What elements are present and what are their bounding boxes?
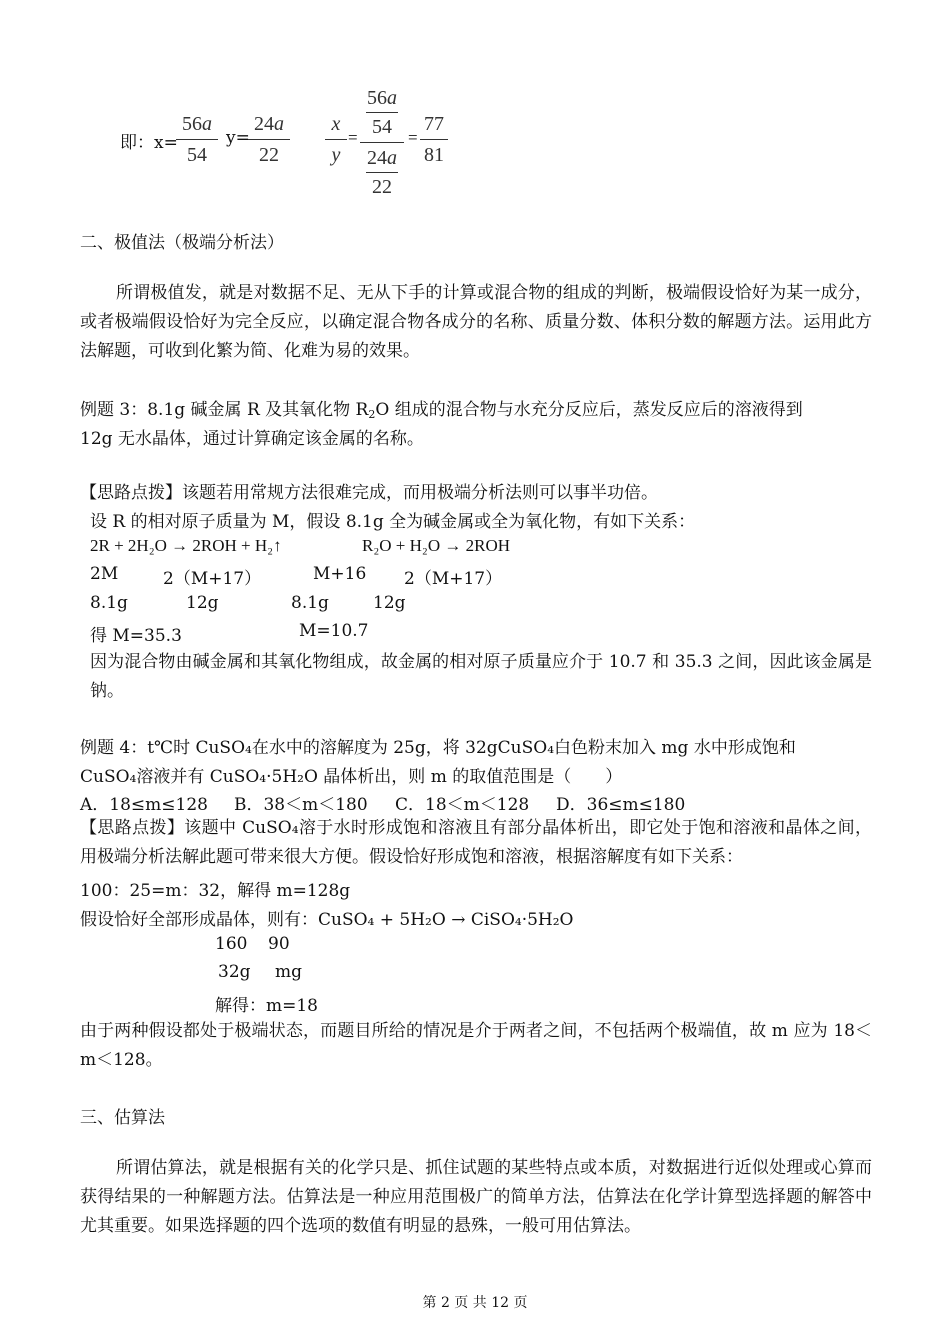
- calc-mg: mg: [275, 962, 303, 982]
- option-a: A．18≤m≤128: [80, 795, 208, 815]
- fraction-y: [248, 112, 290, 167]
- fraction-x-over-y: [325, 112, 347, 167]
- relation-r1c2: 2（M+17）: [163, 569, 262, 589]
- compound-top-bar: [366, 112, 398, 113]
- section-3-heading: 三、估算法: [80, 1108, 165, 1128]
- x-numerator: 56a: [182, 113, 212, 135]
- fraction-x: [176, 112, 218, 167]
- relation-r1c1: 2M: [90, 564, 119, 584]
- section-2-intro: 所谓极值发，就是对数据不足、无从下手的计算或混合物的组成的判断，极端假设恰好为某一成分，或者极端假设恰好为完全反应，以确定混合物各成分的名称、质量分数、体积分数的解题方法。运用此方法解题，可收到化繁为简、化难为易的效果。: [80, 283, 872, 361]
- calc-solve: 解得：m=18: [215, 996, 318, 1016]
- compound-bottom-numerator: 24a: [367, 147, 397, 169]
- section-2-heading: 二、极值法（极端分析法）: [80, 233, 284, 253]
- variable-a: a: [387, 87, 397, 109]
- fraction-result: [420, 112, 448, 167]
- page-footer: 第 2 页 共 12 页: [422, 1295, 528, 1311]
- calc-90: 90: [268, 934, 290, 954]
- xy-denominator: y: [331, 144, 341, 166]
- calc-160: 160: [215, 934, 248, 954]
- hint-text: 该题若用常规方法很难完成，而用极端分析法则可以事半功倍。: [182, 483, 658, 503]
- y-label: y=: [226, 128, 250, 148]
- example-4-conclusion: 由于两种假设都处于极端状态，而题目所给的情况是介于两者之间，不包括两个极端值，故 m 应为 18＜m＜128。: [80, 1021, 872, 1070]
- x-denominator: 54: [187, 144, 207, 166]
- option-b: B．38＜m＜180: [234, 795, 368, 815]
- example-3-line-2: 12g 无水晶体，通过计算确定该金属的名称。: [80, 429, 424, 449]
- compound-bottom-bar: [366, 172, 398, 173]
- variable-a: a: [202, 113, 212, 135]
- relation-r2c3: 8.1g: [291, 593, 329, 613]
- compound-top-denominator: 54: [372, 116, 392, 138]
- option-d: D．36≤m≤180: [556, 795, 686, 815]
- equals-sign-1: =: [348, 128, 358, 147]
- equation-1: 2R + 2H₂O → 2ROH + H₂↑: [90, 536, 282, 555]
- compound-bottom-denominator: 22: [372, 176, 392, 198]
- relation-r2c4: 12g: [373, 593, 406, 613]
- relation-r2c2: 12g: [186, 593, 219, 613]
- example-3-conclusion: 因为混合物由碱金属和其氧化物组成，故金属的相对原子质量应介于 10.7 和 35.3 之间，因此该金属是钠。: [90, 652, 872, 701]
- calc-32g: 32g: [218, 962, 251, 982]
- equals-sign-2: =: [408, 128, 418, 147]
- relation-r1c4: 2（M+17）: [404, 569, 503, 589]
- example-4-line-2: CuSO₄溶液并有 CuSO₄·5H₂O 晶体析出，则 m 的取值范围是（ ）: [80, 767, 623, 787]
- compound-top-numerator: 56a: [367, 87, 397, 109]
- result-fraction-bar: [420, 139, 448, 140]
- result-denominator: 81: [424, 144, 444, 166]
- relation-r3c2: M=10.7: [299, 621, 369, 641]
- relation-r3c1: 得 M=35.3: [90, 626, 182, 646]
- xy-numerator: x: [331, 113, 341, 135]
- y-denominator: 22: [259, 144, 279, 166]
- option-c: C．18＜m＜128: [395, 795, 530, 815]
- example-3-hint: [80, 478, 658, 503]
- variable-a: a: [387, 147, 397, 169]
- result-numerator: 77: [424, 113, 444, 135]
- variable-a: a: [274, 113, 284, 135]
- xy-fraction-bar: [325, 139, 347, 140]
- example-4-line-1: 例题 4：t℃时 CuSO₄在水中的溶解度为 25g，将 32gCuSO₄白色粉末加入 mg 水中形成饱和: [80, 738, 796, 758]
- example-4-hint: 【思路点拨】该题中 CuSO₄溶于水时形成饱和溶液且有部分晶体析出，即它处于饱和溶液和晶体之间，用极端分析法解此题可带来很大方便。假设恰好形成饱和溶液，根据溶解度有如下关系：: [80, 818, 872, 867]
- example-3-line-1-rest: O 组成的混合物与水充分反应后，蒸发反应后的溶液得到: [375, 400, 803, 420]
- equation-2: R₂O + H₂O → 2ROH: [362, 536, 511, 555]
- hint-label: 【思路点拨】: [80, 483, 182, 503]
- relation-r2c1: 8.1g: [90, 593, 128, 613]
- example-3-line-1-sub: 2: [368, 408, 376, 421]
- formula-prefix: 即：x=: [120, 133, 178, 153]
- example-4-assume: 假设恰好全部形成晶体，则有：CuSO₄ + 5H₂O → CiSO₄·5H₂O: [80, 910, 574, 930]
- example-3-line-1-text: 例题 3：8.1g 碱金属 R 及其氧化物 R: [80, 400, 369, 420]
- compound-main-bar: [360, 142, 404, 143]
- y-fraction-bar: [248, 139, 290, 140]
- example-4-ratio: 100：25=m：32，解得 m=128g: [80, 881, 351, 901]
- example-3-line-1: [80, 395, 803, 420]
- example-3-assume: 设 R 的相对原子质量为 M，假设 8.1g 全为碱金属或全为氧化物，有如下关系：: [90, 512, 696, 532]
- y-numerator: 24a: [254, 113, 284, 135]
- relation-r1c3: M+16: [313, 564, 367, 584]
- section-3-intro: 所谓估算法，就是根据有关的化学只是、抓住试题的某些特点或本质，对数据进行近似处理或心算而获得结果的一种解题方法。估算法是一种应用范围极广的简单方法，估算法在化学计算型选择题的解答中尤其重要。如果选择题的四个选项的数值有明显的悬殊，一般可用估算法。: [80, 1158, 872, 1236]
- x-fraction-bar: [176, 139, 218, 140]
- compound-fraction: [360, 86, 404, 199]
